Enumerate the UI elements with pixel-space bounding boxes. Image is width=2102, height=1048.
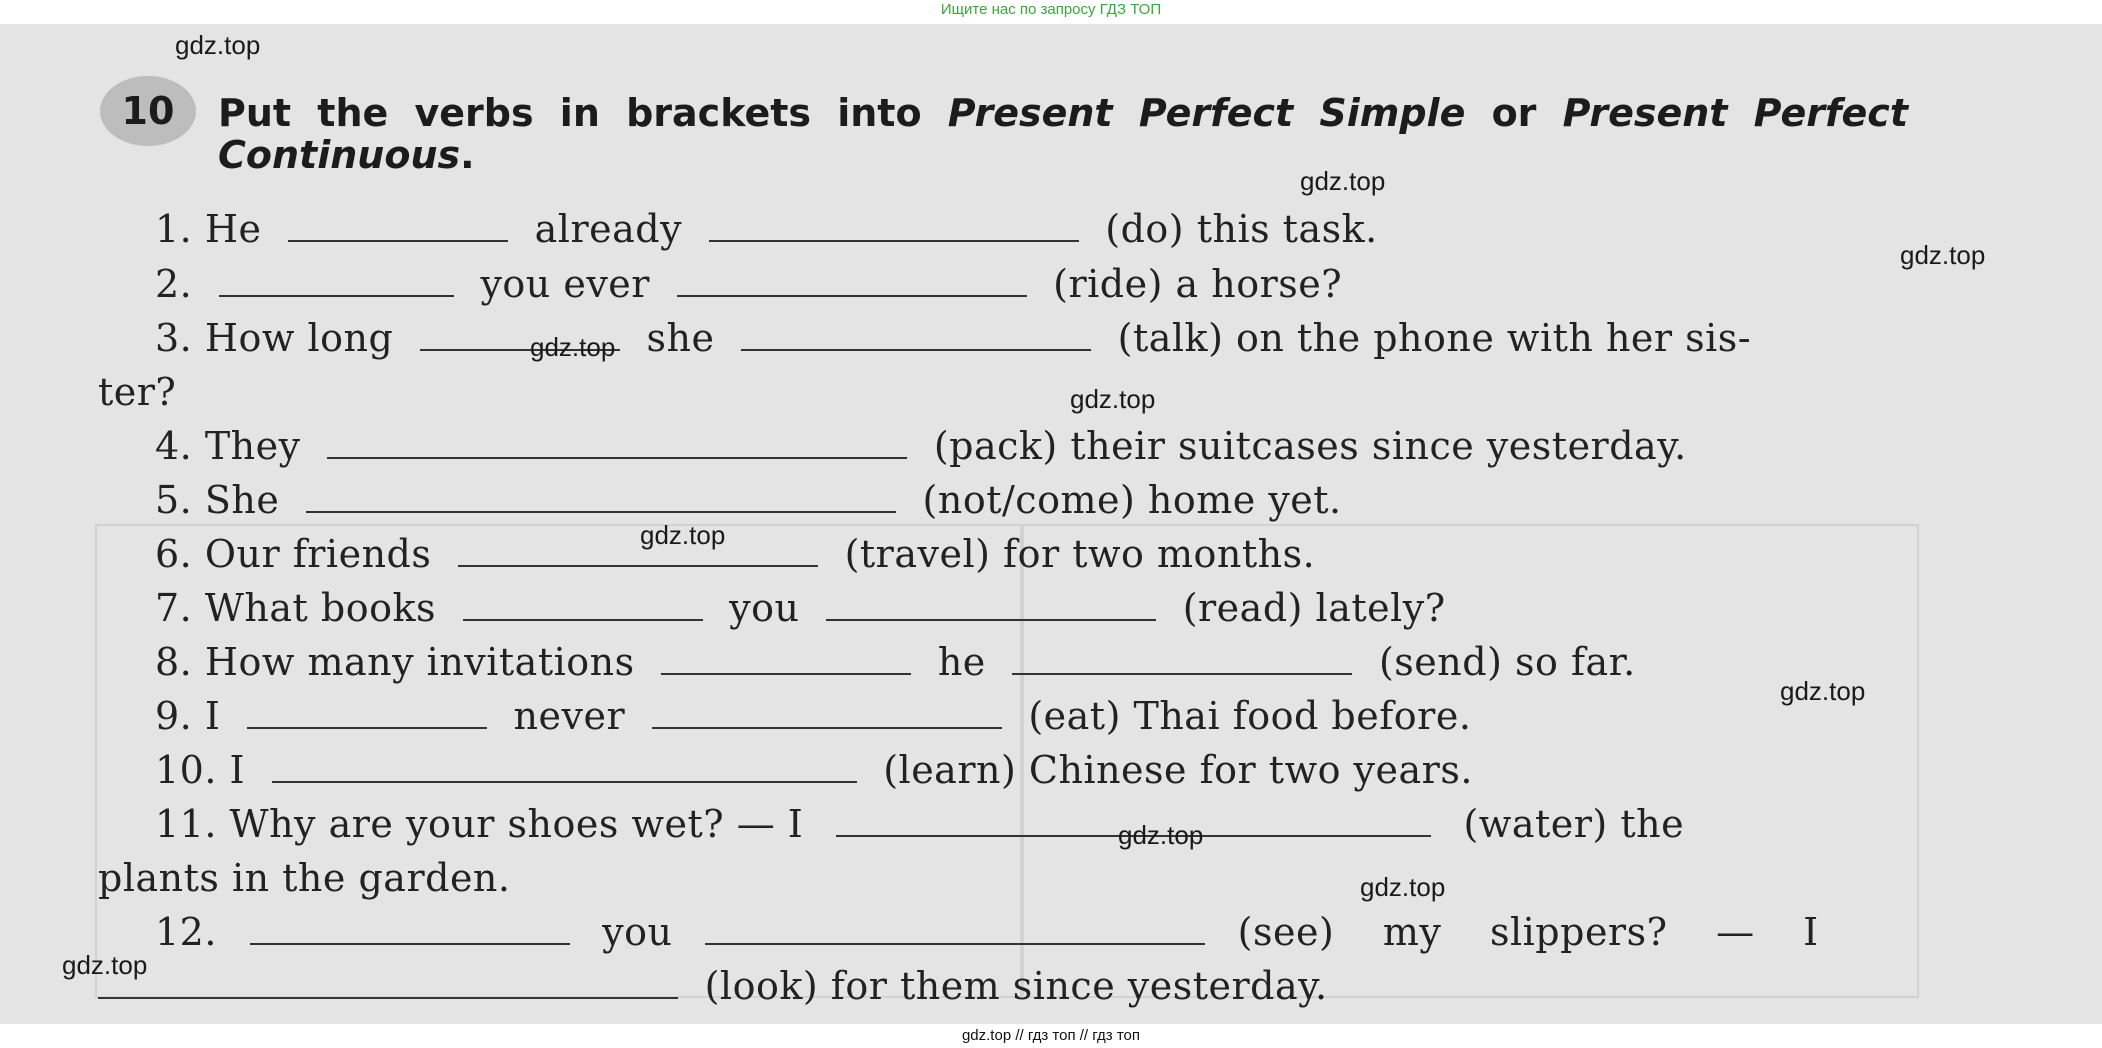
watermark: gdz.top bbox=[1900, 240, 1986, 270]
answer-blank[interactable] bbox=[250, 913, 570, 945]
top-banner[interactable]: Ищите нас по запросу ГДЗ ТОП bbox=[940, 1, 1162, 18]
exercise-item-3: 3. How long she (talk) on the phone with her sis- bbox=[155, 316, 1752, 360]
watermark: gdz.top bbox=[62, 950, 148, 980]
exercise-instruction: Put the verbs in brackets into Present Perfect Simple or Present Perfect Continuous. bbox=[218, 91, 1908, 177]
exercise-item-7: 7. What books you (read) lately? bbox=[155, 586, 1446, 630]
exercise-item-5: 5. She (not/come) home yet. bbox=[155, 478, 1342, 522]
answer-blank[interactable] bbox=[1012, 643, 1352, 675]
exercise-item-9: 9. I never (eat) Thai food before. bbox=[155, 694, 1472, 738]
answer-blank[interactable] bbox=[327, 427, 907, 459]
answer-blank[interactable] bbox=[709, 210, 1079, 242]
exercise-item-12-continued: (look) for them since yesterday. bbox=[98, 964, 1328, 1008]
answer-blank[interactable] bbox=[98, 967, 678, 999]
watermark: gdz.top bbox=[1118, 820, 1204, 850]
exercise-item-11-continued: plants in the garden. bbox=[98, 856, 511, 900]
answer-blank[interactable] bbox=[272, 751, 857, 783]
answer-blank[interactable] bbox=[306, 481, 896, 513]
watermark: gdz.top bbox=[1070, 384, 1156, 414]
answer-blank[interactable] bbox=[705, 913, 1205, 945]
answer-blank[interactable] bbox=[463, 589, 703, 621]
answer-blank[interactable] bbox=[741, 319, 1091, 351]
answer-blank[interactable] bbox=[677, 265, 1027, 297]
answer-blank[interactable] bbox=[826, 589, 1156, 621]
exercise-item-3-continued: ter? bbox=[98, 370, 177, 414]
answer-blank[interactable] bbox=[652, 697, 1002, 729]
watermark: gdz.top bbox=[1360, 872, 1446, 902]
watermark: gdz.top bbox=[175, 30, 261, 60]
watermark: gdz.top bbox=[1780, 676, 1866, 706]
exercise-number-badge bbox=[100, 76, 196, 146]
exercise-item-12: 12. you (see) my slippers? — I bbox=[155, 910, 1819, 954]
watermark: gdz.top bbox=[1300, 166, 1386, 196]
watermark: gdz.top bbox=[640, 520, 726, 550]
exercise-number: 10 bbox=[121, 89, 175, 133]
watermark: gdz.top bbox=[530, 332, 616, 362]
footer-links[interactable]: gdz.top // гдз топ // гдз топ bbox=[961, 1027, 1141, 1044]
answer-blank[interactable] bbox=[288, 210, 508, 242]
exercise-item-10: 10. I (learn) Chinese for two years. bbox=[155, 748, 1473, 792]
answer-blank[interactable] bbox=[661, 643, 911, 675]
exercise-item-6: 6. Our friends (travel) for two months. bbox=[155, 532, 1316, 576]
answer-blank[interactable] bbox=[458, 535, 818, 567]
textbook-page bbox=[0, 24, 2102, 1024]
exercise-item-2: 2. you ever (ride) a horse? bbox=[155, 262, 1343, 306]
answer-blank[interactable] bbox=[219, 265, 454, 297]
answer-blank[interactable] bbox=[247, 697, 487, 729]
exercise-item-1: 1. He already (do) this task. bbox=[155, 207, 1378, 251]
exercise-item-11: 11. Why are your shoes wet? — I (water) the bbox=[155, 802, 1685, 846]
exercise-item-4: 4. They (pack) their suitcases since yesterday. bbox=[155, 424, 1687, 468]
exercise-item-8: 8. How many invitations he (send) so far. bbox=[155, 640, 1636, 684]
